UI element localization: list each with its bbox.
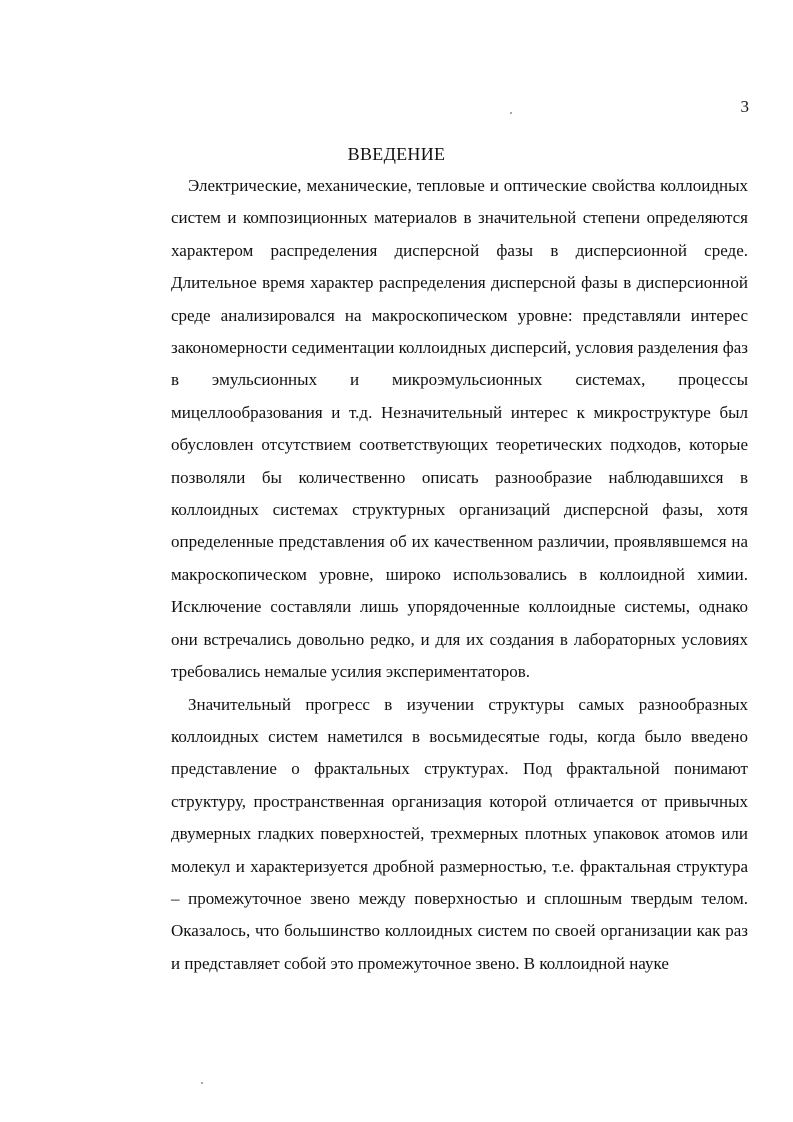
paragraph-1: Электрические, механические, тепловые и оптические свойства коллоидных систем и композиционных материалов в значительной степени определяются характером распределения дисперсной фазы в дисперсионной среде. Длительное время характер распределения дисперсной фазы в дисперсионной среде анализировался на макроскопическом уровне: представляли интерес закономерности седиментации коллоидных дисперсий, условия разделения фаз в эмульсионных и микроэмульсионных системах, процессы мицеллообразования и т.д. Незначительный интерес к микроструктуре был обусловлен отсутствием соответствующих теоретических подходов, которые позволяли бы количественно описать разнообразие наблюдавшихся в коллоидных системах структурных организаций дисперсной фазы, хотя определенные представления об их качественном различии, проявлявшемся на макроскопическом уровне, широко использовались в коллоидной химии. Исключение составляли лишь упорядоченные коллоидные системы, однако они встречались довольно редко, и для их создания в лабораторных условиях требовались немалые усилия экспериментаторов. [171,176,748,682]
section-title: ВВЕДЕНИЕ [347,144,446,164]
scan-speck [510,112,512,114]
page-number: 3 [740,97,749,116]
body-text [171,170,748,980]
paragraph-2: Значительный прогресс в изучении структуры самых разнообразных коллоидных систем наметился в восьмидесятые годы, когда было введено представление о фрактальных структурах. Под фрактальной понимают структуру, пространственная организация которой отличается от привычных двумерных гладких поверхностей, трехмерных плотных упаковок атомов или молекул и характеризуется дробной размерностью, т.е. фрактальная структура – промежуточное звено между поверхностью и сплошным твердым телом. Оказалось, что большинство коллоидных систем по своей организации как раз и представляет собой это промежуточное звено. В коллоидной науке [171,694,748,973]
scan-speck [201,1082,203,1084]
